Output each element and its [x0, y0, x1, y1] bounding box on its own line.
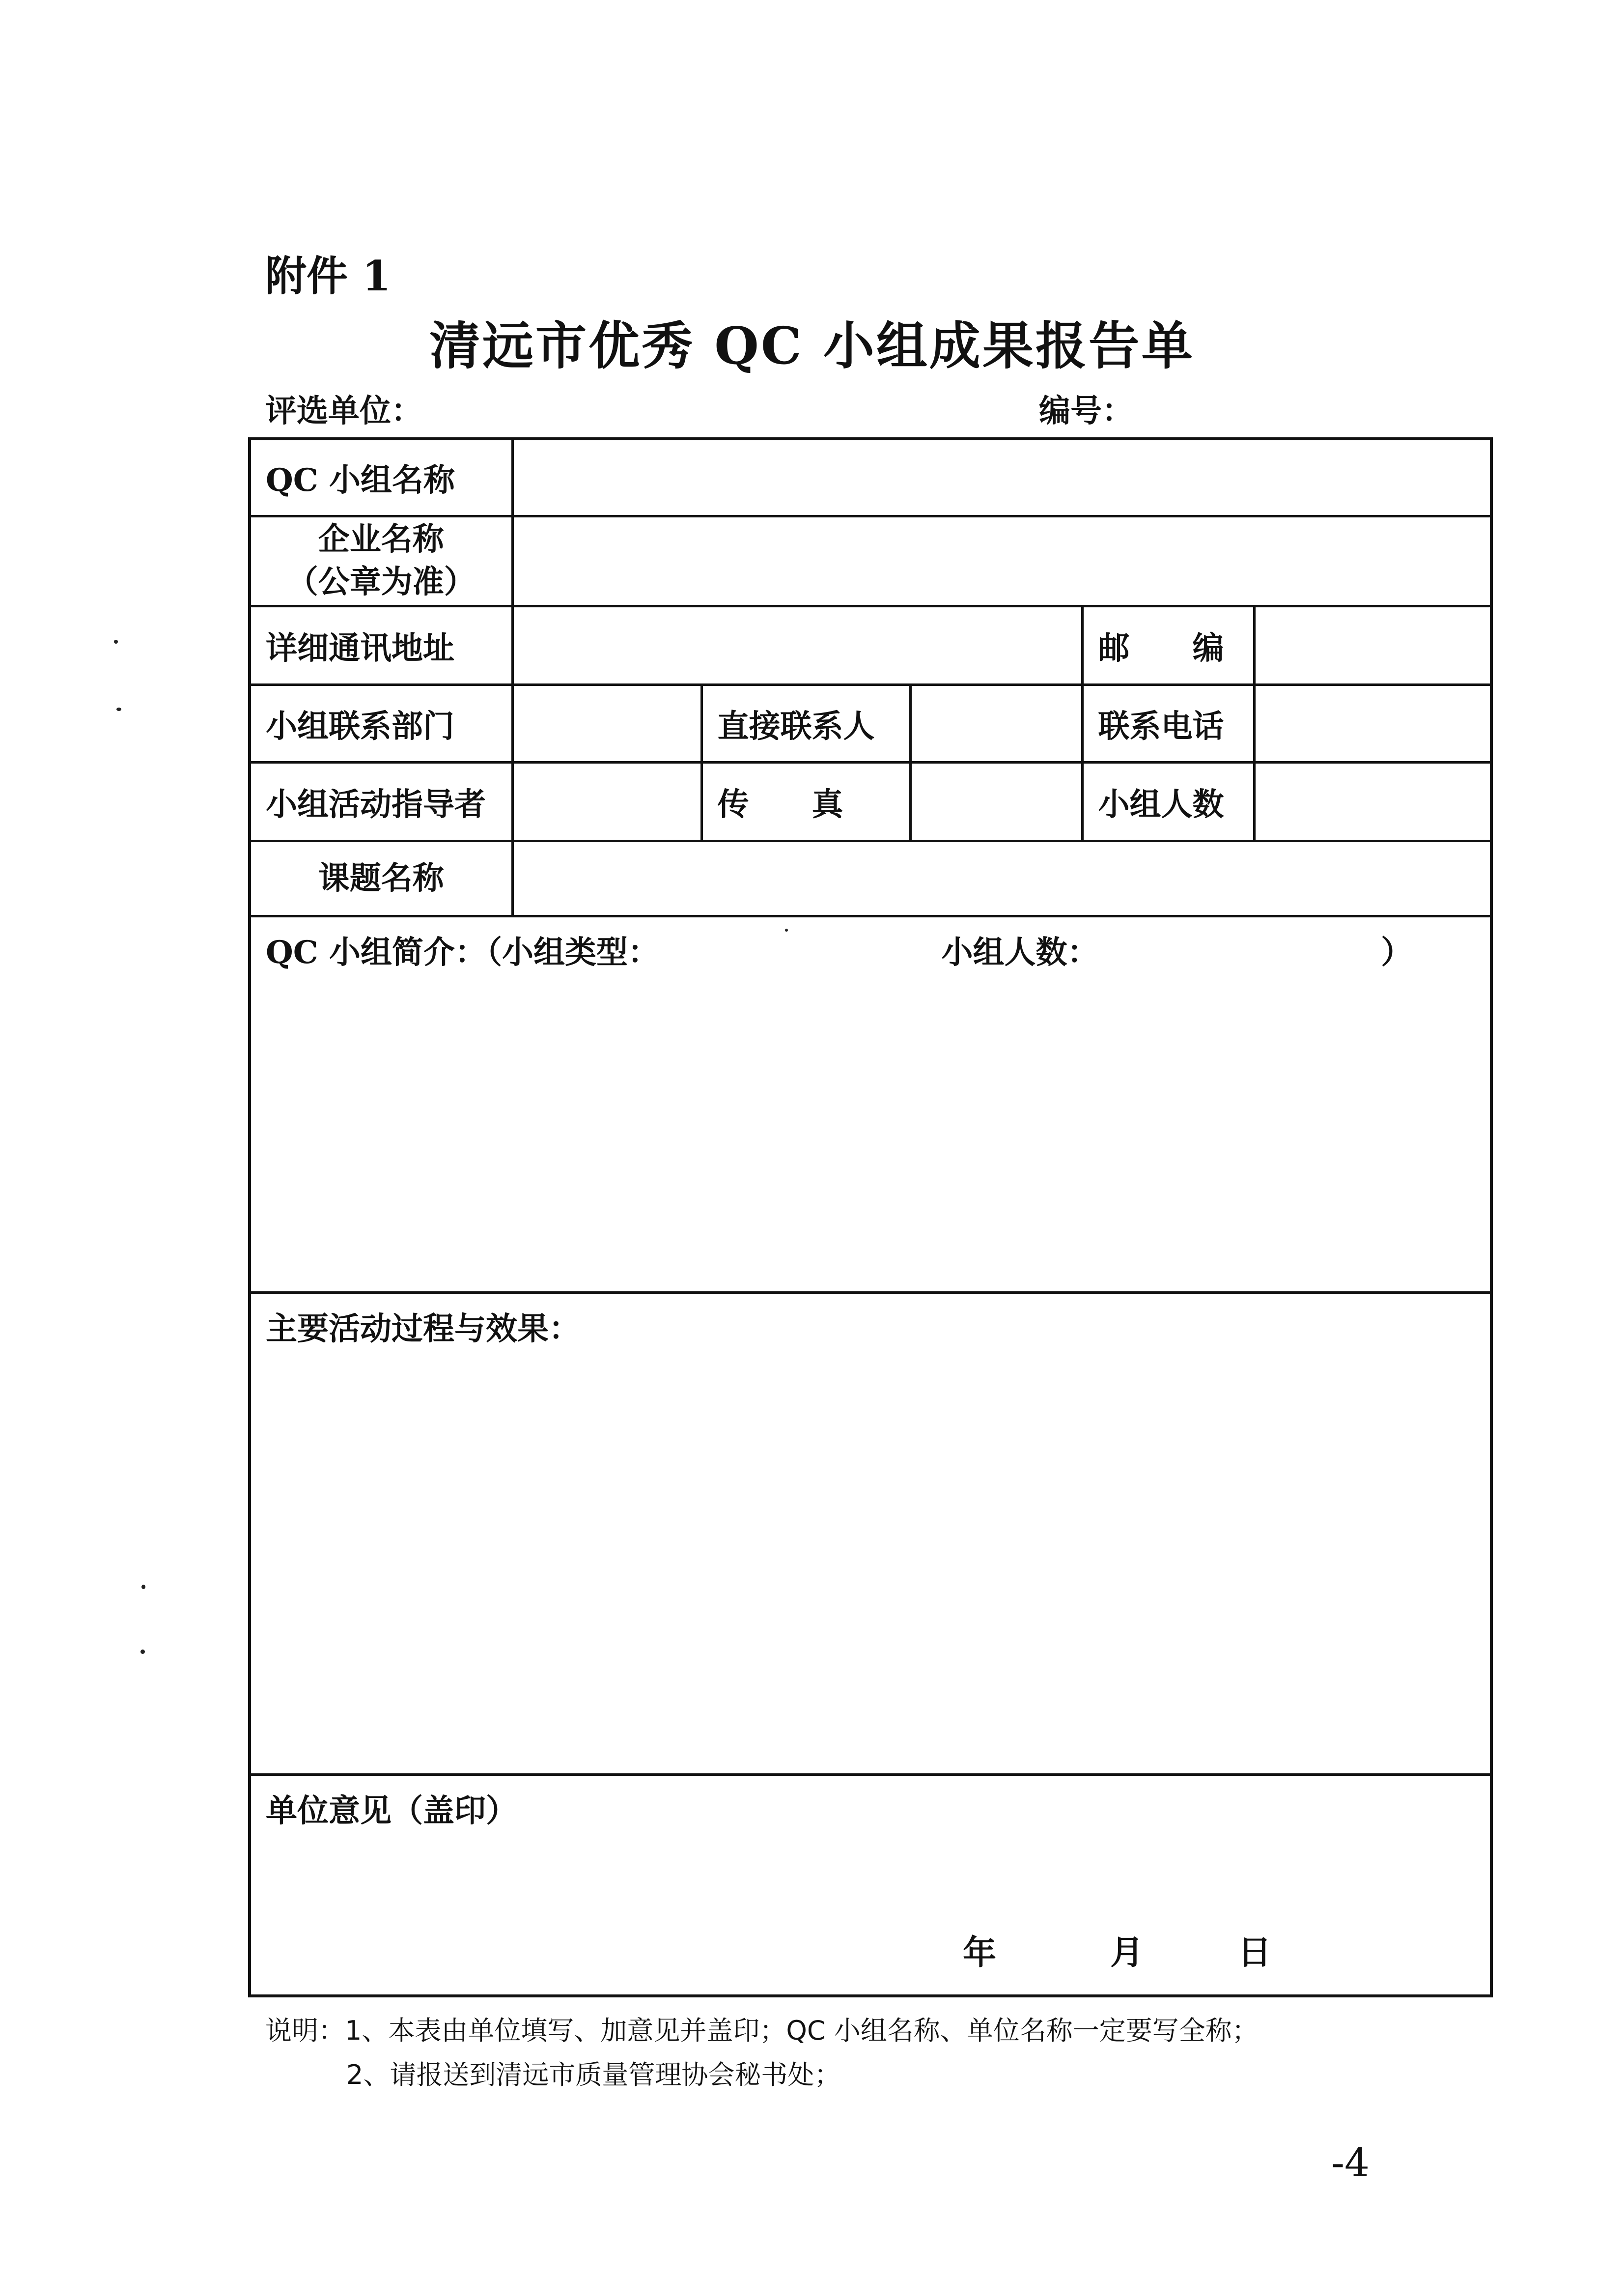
qc-group-name-field[interactable] [512, 439, 1491, 516]
page-number: -4 [1331, 2140, 1370, 2186]
evaluating-unit-label: 评选单位： [265, 393, 422, 429]
direct-contact-label: 直接联系人 [701, 685, 910, 763]
qc-intro-prefix: QC 小组简介：（小组类型： [266, 934, 659, 971]
note-line-1: 说明：1、本表由单位填写、加意见并盖印；QC 小组名称、单位名称一定要写全称； [265, 2015, 1259, 2046]
address-field[interactable] [512, 606, 1082, 684]
fax-field[interactable] [910, 763, 1082, 841]
company-name-field[interactable] [512, 516, 1491, 606]
scan-speck [141, 1585, 145, 1589]
postcode-field[interactable] [1254, 606, 1491, 684]
main-activity-section[interactable] [250, 1292, 1491, 1774]
company-name-label-line1: 企业名称 [318, 521, 444, 558]
main-activity-label: 主要活动过程与效果： [266, 1310, 580, 1347]
note-line-2: 2、请报送到清远市质量管理协会秘书处； [346, 2059, 841, 2090]
phone-field[interactable] [1254, 685, 1491, 763]
date-day-label: 日 [1238, 1933, 1272, 1972]
address-label: 详细通讯地址 [250, 606, 512, 684]
member-count-field[interactable] [1254, 763, 1491, 841]
fax-label: 传 真 [701, 763, 910, 841]
unit-opinion-section[interactable] [250, 1774, 1491, 1996]
phone-label: 联系电话 [1082, 685, 1254, 763]
qc-intro-members: 小组人数： [941, 934, 1099, 971]
qc-intro-close: ） [1381, 934, 1413, 971]
contact-dept-field[interactable] [512, 685, 701, 763]
scan-speck [140, 1650, 145, 1654]
date-month-label: 月 [1110, 1933, 1144, 1972]
postcode-label: 邮 编 [1082, 606, 1254, 684]
company-name-label [250, 516, 512, 606]
page-title: 清远市优秀 QC 小组成果报告单 [429, 315, 1195, 376]
scan-speck [785, 929, 788, 932]
qc-group-name-label: QC 小组名称 [250, 439, 512, 516]
attachment-label: 附件 1 [265, 252, 391, 300]
advisor-field[interactable] [512, 763, 701, 841]
report-form-table [248, 437, 1493, 1997]
topic-name-label: 课题名称 [250, 841, 512, 916]
topic-name-field[interactable] [512, 841, 1491, 916]
unit-opinion-label: 单位意见（盖印） [266, 1792, 517, 1829]
direct-contact-field[interactable] [910, 685, 1082, 763]
date-year-label: 年 [963, 1933, 997, 1972]
contact-dept-label: 小组联系部门 [250, 685, 512, 763]
qc-intro-section[interactable] [250, 916, 1491, 1292]
scan-speck [116, 708, 121, 711]
member-count-label: 小组人数 [1082, 763, 1254, 841]
advisor-label: 小组活动指导者 [250, 763, 512, 841]
scan-speck [114, 640, 118, 644]
number-label: 编号： [1039, 393, 1133, 429]
company-name-label-line2: （公章为准） [286, 563, 476, 600]
